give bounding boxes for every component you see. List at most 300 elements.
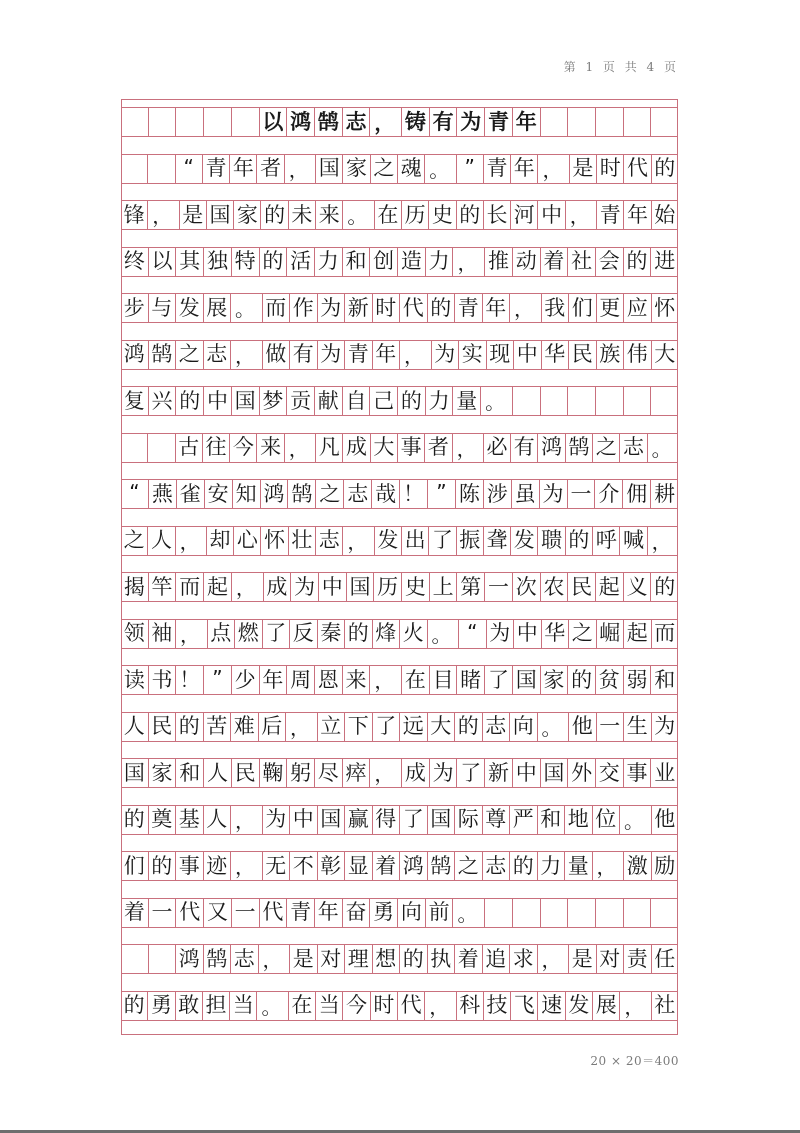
text-row	[121, 340, 678, 370]
page-indicator: 第 1 页 共 4 页	[563, 60, 679, 74]
grid-cell: 国	[513, 666, 541, 694]
grid-cell: ，	[370, 108, 402, 136]
grid-cell: 呼	[593, 527, 620, 555]
grid-cell: 兴	[149, 387, 177, 415]
grid-cell: 。	[453, 899, 485, 927]
grid-cell: 有	[511, 434, 538, 462]
grid-cell: ，	[176, 620, 208, 648]
grid-cell: 来	[257, 434, 284, 462]
grid-cell: 燃	[235, 620, 263, 648]
grid-cell: 之	[371, 155, 398, 183]
grid-cell: 终	[121, 248, 149, 276]
grid-cell: 的	[400, 945, 428, 973]
grid-cell: 鸿	[400, 852, 428, 880]
grid-cell: 未	[289, 201, 316, 229]
grid-cell: 的	[428, 294, 456, 322]
grid-cell: 耕	[654, 481, 676, 506]
grid-cell: 己	[370, 387, 398, 415]
grid-cell: 他	[569, 713, 597, 741]
grid-cell: ，	[148, 201, 179, 229]
grid-cell: 雀	[177, 480, 205, 508]
grid-cell: 为	[487, 620, 515, 648]
grid-cell: 河	[511, 201, 538, 229]
grid-cell: 理	[345, 945, 373, 973]
grid-cell: 尊	[483, 806, 511, 834]
grid-cell: 安	[205, 480, 233, 508]
grid-cell: 。	[257, 992, 288, 1020]
grid-cell: 志	[316, 527, 343, 555]
grid-cell: 更	[597, 294, 625, 322]
grid-cell: 社	[654, 993, 676, 1017]
grid-cell: 以	[260, 108, 288, 136]
grid-cell: 赢	[345, 806, 373, 834]
grid-cell: 位	[593, 806, 621, 834]
text-row	[121, 944, 678, 974]
grid-cell: 义	[624, 573, 652, 601]
grid-cell: 了	[429, 527, 456, 555]
grid-cell: 的	[345, 620, 373, 648]
grid-cell: “	[121, 480, 149, 508]
grid-cell	[121, 108, 149, 136]
grid-cell: 民	[569, 341, 597, 369]
grid-cell	[541, 108, 569, 136]
grid-cell: 了	[400, 806, 428, 834]
grid-cell: 有	[430, 108, 458, 136]
grid-cell: 历	[374, 573, 402, 601]
grid-cell: 家	[541, 666, 569, 694]
text-row	[121, 712, 678, 742]
grid-cell: “	[176, 155, 203, 183]
grid-cell: 人	[121, 713, 149, 741]
grid-cell: 的	[624, 248, 652, 276]
grid-cell: 成	[264, 573, 292, 601]
grid-cell: 向	[398, 899, 426, 927]
grid-cell: 火	[400, 620, 428, 648]
grid-cell: 国	[318, 806, 346, 834]
grid-cell: 了	[263, 620, 291, 648]
grid-cell: 怀	[654, 295, 676, 320]
grid-cell: 地	[565, 806, 593, 834]
grid-cell	[485, 899, 513, 927]
grid-count-label: 20 × 20＝400	[590, 1054, 679, 1068]
grid-cell	[148, 434, 175, 462]
grid-cell: 伟	[624, 341, 652, 369]
grid-cell: 民	[232, 759, 260, 787]
grid-cell: ，	[259, 945, 291, 973]
grid-cell: 力	[426, 387, 454, 415]
grid-cell: 介	[595, 480, 623, 508]
grid-cell: ，	[593, 852, 625, 880]
grid-cell: 之	[455, 852, 483, 880]
text-row	[121, 991, 678, 1021]
grid-cell: 鸿	[538, 434, 565, 462]
grid-cell: ，	[285, 155, 316, 183]
grid-cell: ，	[566, 201, 597, 229]
grid-cell	[624, 387, 652, 415]
grid-cell: 我	[542, 294, 570, 322]
grid-cell: ，	[285, 434, 316, 462]
grid-cell: 实	[459, 341, 487, 369]
grid-cell: 贫	[596, 666, 624, 694]
grid-cell: 和	[654, 667, 676, 692]
grid-cell: 反	[290, 620, 318, 648]
grid-cell: 着	[121, 899, 149, 927]
grid-cell: 中	[319, 573, 347, 601]
grid-cell: 有	[290, 341, 318, 369]
grid-cell: 次	[513, 573, 541, 601]
grid-cell: 青	[455, 294, 483, 322]
grid-cell: 。	[343, 201, 374, 229]
title-row	[121, 107, 678, 137]
grid-cell: ，	[453, 248, 485, 276]
grid-cell: 的	[455, 713, 483, 741]
grid-cell: 鹄	[566, 434, 593, 462]
grid-cell: 的	[260, 248, 288, 276]
grid-cell: 独	[204, 248, 232, 276]
grid-cell: 们	[569, 294, 597, 322]
grid-cell: 目	[430, 666, 458, 694]
grid-cell: 梦	[260, 387, 288, 415]
grid-cell: 。	[428, 620, 460, 648]
grid-cell: ，	[232, 573, 264, 601]
grid-cell: ，	[538, 945, 570, 973]
grid-cell: 年	[624, 201, 651, 229]
grid-cell: 民	[568, 573, 596, 601]
grid-cell: 起	[204, 573, 232, 601]
grid-cell: 为	[291, 573, 319, 601]
grid-cell: 家	[343, 155, 370, 183]
grid-cell: ，	[620, 992, 651, 1020]
grid-cell: 激	[624, 852, 652, 880]
grid-cell: 又	[204, 899, 232, 927]
grid-cell: 年	[511, 155, 538, 183]
grid-cell: 秦	[318, 620, 346, 648]
grid-cell: 之	[569, 620, 597, 648]
manuscript-grid	[121, 99, 678, 1035]
grid-cell: 的	[654, 156, 676, 180]
grid-cell: 烽	[373, 620, 401, 648]
text-row	[121, 386, 678, 416]
grid-cell: 事	[624, 759, 652, 787]
grid-cell: 中	[290, 806, 318, 834]
grid-cell: 之	[593, 434, 620, 462]
grid-cell: 瘁	[343, 759, 371, 787]
grid-cell	[149, 108, 177, 136]
grid-cell: 鹄	[149, 341, 177, 369]
grid-cell: 奋	[343, 899, 371, 927]
grid-cell: ，	[538, 155, 569, 183]
grid-cell: 国	[347, 573, 375, 601]
grid-cell: 书	[149, 666, 177, 694]
grid-cell: 志	[483, 852, 511, 880]
grid-cell: 速	[538, 992, 565, 1020]
grid-cell: 鹄	[288, 480, 316, 508]
grid-cell: 推	[485, 248, 513, 276]
grid-cell: 起	[624, 620, 652, 648]
grid-cell	[541, 387, 569, 415]
grid-cell: 为	[457, 108, 485, 136]
grid-cell: 得	[373, 806, 401, 834]
grid-cell: 活	[287, 248, 315, 276]
grid-cell: 。	[425, 155, 456, 183]
grid-cell: 。	[651, 436, 672, 461]
grid-cell: 鸿	[261, 480, 289, 508]
grid-cell: 献	[315, 387, 343, 415]
grid-cell: 事	[398, 434, 425, 462]
grid-cell: 当	[230, 992, 257, 1020]
grid-cell: ，	[400, 341, 432, 369]
grid-cell: 鹄	[428, 852, 456, 880]
grid-cell: 来	[343, 666, 371, 694]
grid-cell: 前	[426, 899, 454, 927]
grid-cell: 代	[624, 155, 651, 183]
grid-cell: 聋	[484, 527, 511, 555]
grid-cell: 和	[176, 759, 204, 787]
grid-cell: 着	[455, 945, 483, 973]
grid-cell: 少	[232, 666, 260, 694]
grid-cell: 来	[316, 201, 343, 229]
grid-cell: 而	[654, 621, 676, 645]
grid-cell: 古	[176, 434, 203, 462]
grid-cell: 人	[148, 527, 175, 555]
grid-cell: 勇	[148, 992, 175, 1020]
grid-cell: 心	[234, 527, 261, 555]
grid-cell: 青	[203, 155, 230, 183]
grid-cell: 之	[176, 341, 204, 369]
grid-cell: 外	[568, 759, 596, 787]
grid-cell: 的	[398, 387, 426, 415]
grid-cell: 者	[257, 155, 284, 183]
grid-cell: 怀	[261, 527, 288, 555]
grid-cell: 无	[263, 852, 291, 880]
grid-cell: 志	[483, 713, 511, 741]
grid-cell: ，	[425, 992, 456, 1020]
text-row	[121, 293, 678, 323]
grid-cell: 华	[542, 620, 570, 648]
grid-cell: 长	[484, 201, 511, 229]
grid-cell: ，	[343, 527, 374, 555]
grid-cell: 对	[318, 945, 346, 973]
grid-cell	[624, 899, 652, 927]
grid-cell: 志	[343, 108, 371, 136]
grid-cell: 农	[541, 573, 569, 601]
grid-cell: 在	[402, 666, 430, 694]
grid-cell: 动	[513, 248, 541, 276]
grid-cell: 是	[180, 201, 207, 229]
grid-cell: 贡	[287, 387, 315, 415]
grid-cell: 成	[343, 434, 370, 462]
grid-cell: 历	[402, 201, 429, 229]
grid-cell: 年	[260, 666, 288, 694]
grid-cell: 生	[624, 713, 652, 741]
grid-cell: 敢	[176, 992, 203, 1020]
grid-cell	[596, 108, 624, 136]
text-row	[121, 619, 678, 649]
grid-cell: 佣	[623, 480, 651, 508]
grid-cell: ！	[400, 480, 428, 508]
grid-cell: 国	[232, 387, 260, 415]
grid-cell: 点	[208, 620, 236, 648]
text-row	[121, 479, 678, 509]
grid-cell: 史	[429, 201, 456, 229]
grid-cell: 为	[263, 806, 291, 834]
grid-cell: 时	[597, 155, 624, 183]
grid-cell: 展	[593, 992, 620, 1020]
grid-cell: 中	[514, 620, 542, 648]
grid-cell: 凡	[316, 434, 343, 462]
grid-cell: 发	[375, 527, 402, 555]
grid-cell: 他	[654, 807, 676, 831]
grid-cell: 振	[457, 527, 484, 555]
grid-cell: 青	[484, 155, 511, 183]
grid-cell: 躬	[287, 759, 315, 787]
grid-cell	[149, 945, 177, 973]
grid-cell: 技	[484, 992, 511, 1020]
grid-cell: 彰	[318, 852, 346, 880]
grid-cell: 基	[176, 806, 204, 834]
text-row	[121, 851, 678, 881]
grid-cell: 而	[263, 294, 291, 322]
grid-cell: 的	[566, 527, 593, 555]
grid-cell: “	[459, 620, 487, 648]
grid-cell: 量	[453, 387, 481, 415]
grid-cell: 一	[232, 899, 260, 927]
grid-cell: 必	[484, 434, 511, 462]
grid-cell: 严	[510, 806, 538, 834]
grid-cell: 中	[514, 341, 542, 369]
grid-cell: 领	[121, 620, 149, 648]
grid-cell: 展	[204, 294, 232, 322]
grid-cell: 大	[654, 342, 676, 366]
grid-cell: 发	[176, 294, 204, 322]
grid-cell: 自	[343, 387, 371, 415]
grid-cell: 一	[149, 899, 177, 927]
grid-cell: 国	[316, 155, 343, 183]
grid-cell: 不	[290, 852, 318, 880]
grid-cell: 量	[565, 852, 593, 880]
grid-cell: 的	[261, 201, 288, 229]
grid-cell: 在	[289, 992, 316, 1020]
grid-cell: 往	[203, 434, 230, 462]
grid-cell	[176, 108, 204, 136]
grid-cell: 复	[121, 387, 149, 415]
text-row	[121, 154, 678, 184]
grid-cell: 为	[318, 341, 346, 369]
grid-cell: 和	[343, 248, 371, 276]
grid-cell: 崛	[597, 620, 625, 648]
grid-cell: 交	[596, 759, 624, 787]
grid-cell: 青	[597, 201, 624, 229]
grid-cell: 的	[149, 852, 177, 880]
grid-cell: 尽	[315, 759, 343, 787]
grid-cell: 飞	[511, 992, 538, 1020]
grid-cell	[121, 945, 149, 973]
grid-cell	[596, 387, 624, 415]
grid-cell: 为	[318, 294, 346, 322]
grid-cell	[121, 155, 148, 183]
grid-cell: ，	[651, 529, 672, 554]
grid-cell: 弱	[624, 666, 652, 694]
grid-cell: 却	[207, 527, 234, 555]
grid-cell: 陈	[456, 480, 484, 508]
grid-cell: 青	[345, 341, 373, 369]
grid-cell: 国	[207, 201, 234, 229]
grid-cell: 志	[620, 434, 647, 462]
grid-cell: 年	[483, 294, 511, 322]
grid-cell: 立	[318, 713, 346, 741]
grid-cell: 新	[485, 759, 513, 787]
grid-cell: 科	[457, 992, 484, 1020]
grid-cell: 了	[457, 759, 485, 787]
grid-cell: 年	[315, 899, 343, 927]
grid-cell: 聩	[538, 527, 565, 555]
grid-cell: 后	[259, 713, 287, 741]
text-row	[121, 526, 678, 556]
grid-cell: 而	[176, 573, 204, 601]
grid-cell: 鹄	[315, 108, 343, 136]
grid-cell: 人	[204, 759, 232, 787]
grid-cell: 为	[540, 480, 568, 508]
grid-cell: 。	[481, 387, 513, 415]
grid-cell: ”	[457, 155, 484, 183]
grid-cell: 任	[654, 946, 676, 971]
grid-cell: 着	[541, 248, 569, 276]
grid-cell: 民	[149, 713, 177, 741]
grid-cell: 今	[230, 434, 257, 462]
grid-cell: 的	[121, 806, 149, 834]
grid-cell: 作	[290, 294, 318, 322]
grid-cell	[232, 108, 260, 136]
grid-cell: 志	[231, 945, 259, 973]
grid-cell: 。	[231, 294, 263, 322]
grid-cell: 难	[231, 713, 259, 741]
grid-cell: 读	[121, 666, 149, 694]
grid-cell: 了	[373, 713, 401, 741]
grid-cell: 。	[620, 806, 652, 834]
grid-cell: 迹	[204, 852, 232, 880]
text-row	[121, 758, 678, 788]
grid-cell: 想	[373, 945, 401, 973]
grid-cell	[651, 387, 678, 415]
grid-cell: 时	[371, 992, 398, 1020]
grid-cell: 力	[315, 248, 343, 276]
grid-cell: 的	[457, 201, 484, 229]
grid-cell: 发	[511, 527, 538, 555]
grid-cell: 以	[149, 248, 177, 276]
grid-cell: 代	[398, 992, 425, 1020]
text-row	[121, 898, 678, 928]
grid-cell: 奠	[149, 806, 177, 834]
grid-cell: 一	[568, 480, 596, 508]
grid-cell: 业	[654, 760, 676, 785]
grid-cell: 造	[398, 248, 426, 276]
grid-cell: 族	[597, 341, 625, 369]
grid-cell	[148, 155, 175, 183]
grid-cell: 远	[400, 713, 428, 741]
grid-cell: 与	[149, 294, 177, 322]
grid-cell: 的	[176, 713, 204, 741]
grid-cell	[651, 108, 678, 136]
grid-cell: 励	[654, 853, 676, 878]
grid-cell: 对	[597, 945, 625, 973]
grid-cell: 锋	[121, 201, 148, 229]
grid-cell: 进	[654, 249, 676, 273]
grid-cell: 们	[121, 852, 149, 880]
grid-cell: 壮	[289, 527, 316, 555]
grid-cell: 的	[121, 992, 148, 1020]
grid-cell: 成	[402, 759, 430, 787]
grid-cell	[121, 434, 148, 462]
